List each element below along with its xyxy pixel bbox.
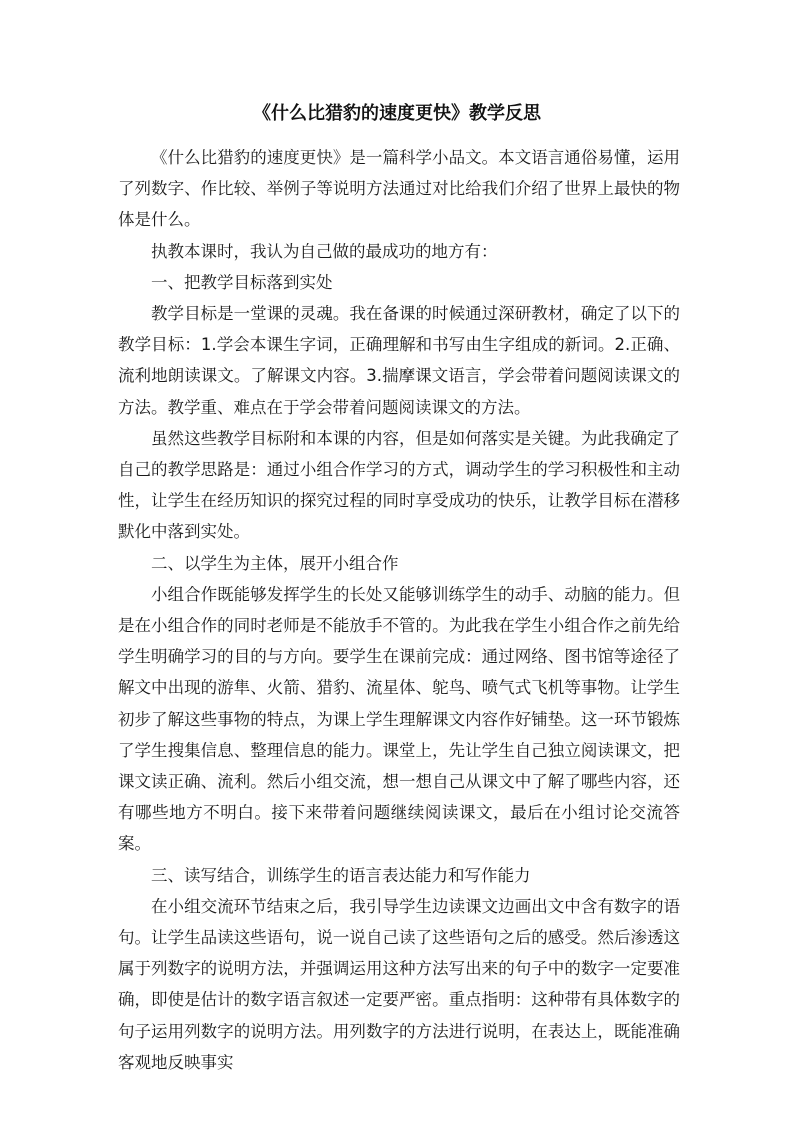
document-body [118,142,680,1078]
section-heading-3: 三、读写结合，训练学生的语言表达能力和写作能力 [151,865,531,885]
paragraph-teaching-goals: 教学目标是一堂课的灵魂。我在备课的时候通过深研教材，确定了以下的教学目标：1.学会本课生字词，正确理解和书写由生字组成的新词。2.正确、流利地朗读课文。了解课文内容。3.揣摩课文语言，学会带着问题阅读课文的方法。教学重、难点在于学会带着问题阅读课文的方法。 [118,304,680,417]
paragraph-intro: 《什么比猎豹的速度更快》是一篇科学小品文。本文语言通俗易懂，运用了列数字、作比较、举例子等说明方法通过对比给我们介绍了世界上最快的物体是什么。 [118,148,680,230]
paragraph-reading-writing: 在小组交流环节结束之后，我引导学生边读课文边画出文中含有数字的语句。让学生品读这些语句，说一说自己读了这些语句之后的感受。然后渗透这属于列数字的说明方法，并强调运用这种方法写出来的句子中的数字一定要准确，即使是估计的数字语言叙述一定要严密。重点指明：这种带有具体数字的句子运用列数字的说明方法。用列数字的方法进行说明，在表达上，既能准确客观地反映事实 [118,896,680,1072]
paragraph-success-intro: 执教本课时，我认为自己做的最成功的地方有： [151,241,498,261]
paragraph-group-cooperation: 小组合作既能够发挥学生的长处又能够训练学生的动手、动脑的能力。但是在小组合作的同时老师是不能放手不管的。为此我在学生小组合作之前先给学生明确学习的目的与方向。要学生在课前完成：通过网络、图书馆等途径了解文中出现的游隼、火箭、猎豹、流星体、鸵鸟、喷气式飞机等事物。让学生初步了解这些事物的特点，为课上学生理解课文内容作好铺垫。这一环节锻炼了学生搜集信息、整理信息的能力。课堂上，先让学生自己独立阅读课文，把课文读正确、流利。然后小组交流，想一想自己从课文中了解了哪些内容，还有哪些地方不明白。接下来带着问题继续阅读课文，最后在小组讨论交流答案。 [118,584,680,854]
paragraph-teaching-approach: 虽然这些教学目标附和本课的内容，但是如何落实是关键。为此我确定了自己的教学思路是：通过小组合作学习的方式，调动学生的学习积极性和主动性，让学生在经历知识的探究过程的同时享受成功的快乐，让教学目标在潜移默化中落到实处。 [118,428,680,542]
section-heading-1: 一、把教学目标落到实处 [151,272,333,292]
page-title: 《什么比猎豹的速度更快》教学反思 [253,103,541,124]
section-heading-2: 二、以学生为主体，展开小组合作 [151,553,399,573]
